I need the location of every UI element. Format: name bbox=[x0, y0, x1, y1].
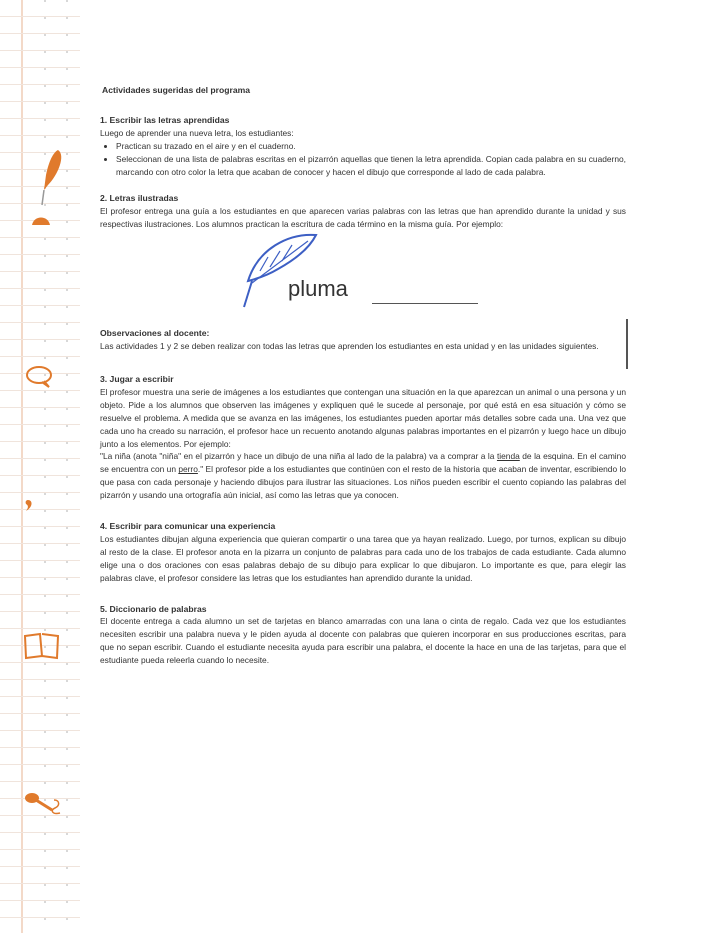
speech-bubble-icon bbox=[24, 364, 54, 390]
pencil-icon bbox=[22, 788, 64, 816]
section-heading: 4. Escribir para comunicar una experiencia bbox=[100, 521, 276, 532]
section-4 bbox=[100, 520, 626, 585]
example-figure bbox=[100, 235, 626, 327]
text: ." El profesor pide a los estudiantes que continúen con el resto de la historia que acaban de inventar, escribiendo lo que pasa con cada personaje y haciendo dibujos para ilustrar las situaciones. Los niños pueden escribir el cuento copiando las palabras del pizarrón y usando una ortografía aún inicial, así como las letras que ya conocen. bbox=[100, 464, 626, 501]
section-heading: 5. Diccionario de palabras bbox=[100, 603, 207, 614]
section-heading: 1. Escribir las letras aprendidas bbox=[100, 114, 230, 125]
paragraph: El profesor muestra una serie de imágenes a los estudiantes que contengan una situación en la que aparezcan un animal o una persona y un objeto. Pide a los alumnos que observen las imágenes y expliquen qué le sucede al personaje, por qué está en esa situación y cómo se resuelve el problema. A medida que se avanza en las imágenes, los estudiantes pueden aportar más detalles sobre cada una. Una vez que cada uno ha creado su narración, el profesor hace un recuento anotando algunas palabras importantes en el pizarrón y luego hace un dibujo junto a los elementos. Por ejemplo: bbox=[100, 386, 626, 449]
underlined-word: perro bbox=[178, 464, 198, 475]
dotted-guide bbox=[66, 0, 68, 933]
bullet-list bbox=[100, 140, 626, 179]
book-icon bbox=[22, 630, 62, 662]
paragraph: Las actividades 1 y 2 se deben realizar con todas las letras que aprenden los estudiantes en esta unidad y en las unidades siguientes. bbox=[100, 341, 599, 352]
paragraph: El docente entrega a cada alumno un set de tarjetas en blanco amarradas con una lana o cinta de regalo. Cada vez que los estudiantes necesiten escribir una palabra nueva y le piden ayuda al docente con palabras que quieren incorporar en sus producciones escritas, para que no sepan escribir. Cuando el estudiante necesita ayuda para escribir una palabra, el docente la hace en una de las tarjetas, para que el estudiante pueda releerla cuando lo necesite. bbox=[100, 616, 626, 666]
teacher-notes bbox=[100, 327, 626, 353]
text: de la esquina. En el camino se encuentra con un bbox=[100, 451, 626, 475]
writing-line bbox=[372, 303, 478, 304]
page-title: Actividades sugeridas del programa bbox=[102, 85, 251, 95]
underlined-word: tienda bbox=[496, 451, 520, 462]
section-2 bbox=[100, 192, 626, 231]
section-3 bbox=[100, 373, 626, 502]
list-item: • Practican su trazado en el aire y en el cuaderno. bbox=[116, 140, 626, 153]
section-heading: 3. Jugar a escribir bbox=[100, 373, 174, 384]
section-heading: Observaciones al docente: bbox=[100, 328, 210, 339]
section-5 bbox=[100, 603, 626, 668]
margin-bar bbox=[626, 319, 628, 369]
example-word: pluma bbox=[288, 276, 348, 302]
paragraph: El profesor entrega una guía a los estudiantes en que aparecen varias palabras con las letras que han aprendido durante la unidad y sus respectivas ilustraciones. Los alumnos practican la escritura de cada término en la misma guía. Por ejemplo: bbox=[100, 206, 626, 230]
paragraph: Luego de aprender una nueva letra, los estudiantes: bbox=[100, 127, 294, 138]
list-item: • Seleccionan de una lista de palabras escritas en el pizarrón aquellas que tienen la letra aprendida. Copian cada palabra en su cuaderno, marcando con otro color la letra que acaban de conocer y hacen el dibujo que corresponde al lado de cada palabra. bbox=[116, 153, 626, 179]
section-heading: 2. Letras ilustradas bbox=[100, 193, 179, 204]
paragraph: Los estudiantes dibujan alguna experiencia que quieran compartir o una tarea que ya hayan realizado. Luego, por turnos, explican su dibujo al resto de la clase. El profesor anota en la pizarra un conjunto de palabras para cada uno de los trabajos de cada estudiante. Cada alumno elige una o dos oraciones con esas palabras debajo de su dibujo para explicar lo que dibujaron. Lo importante es que, para elegir las palabras clave, el profesor considere las letras que los estudiantes han aprendido durante la unidad. bbox=[100, 533, 626, 583]
text: "La niña (anota "niña" en el pizarrón y hace un dibujo de una niña al lado de la palabra) va a comprar a la bbox=[100, 451, 497, 462]
section-1 bbox=[100, 114, 626, 179]
document-body bbox=[100, 84, 626, 681]
paragraph bbox=[100, 450, 626, 502]
comma-icon bbox=[22, 498, 36, 514]
quill-icon bbox=[30, 145, 70, 235]
